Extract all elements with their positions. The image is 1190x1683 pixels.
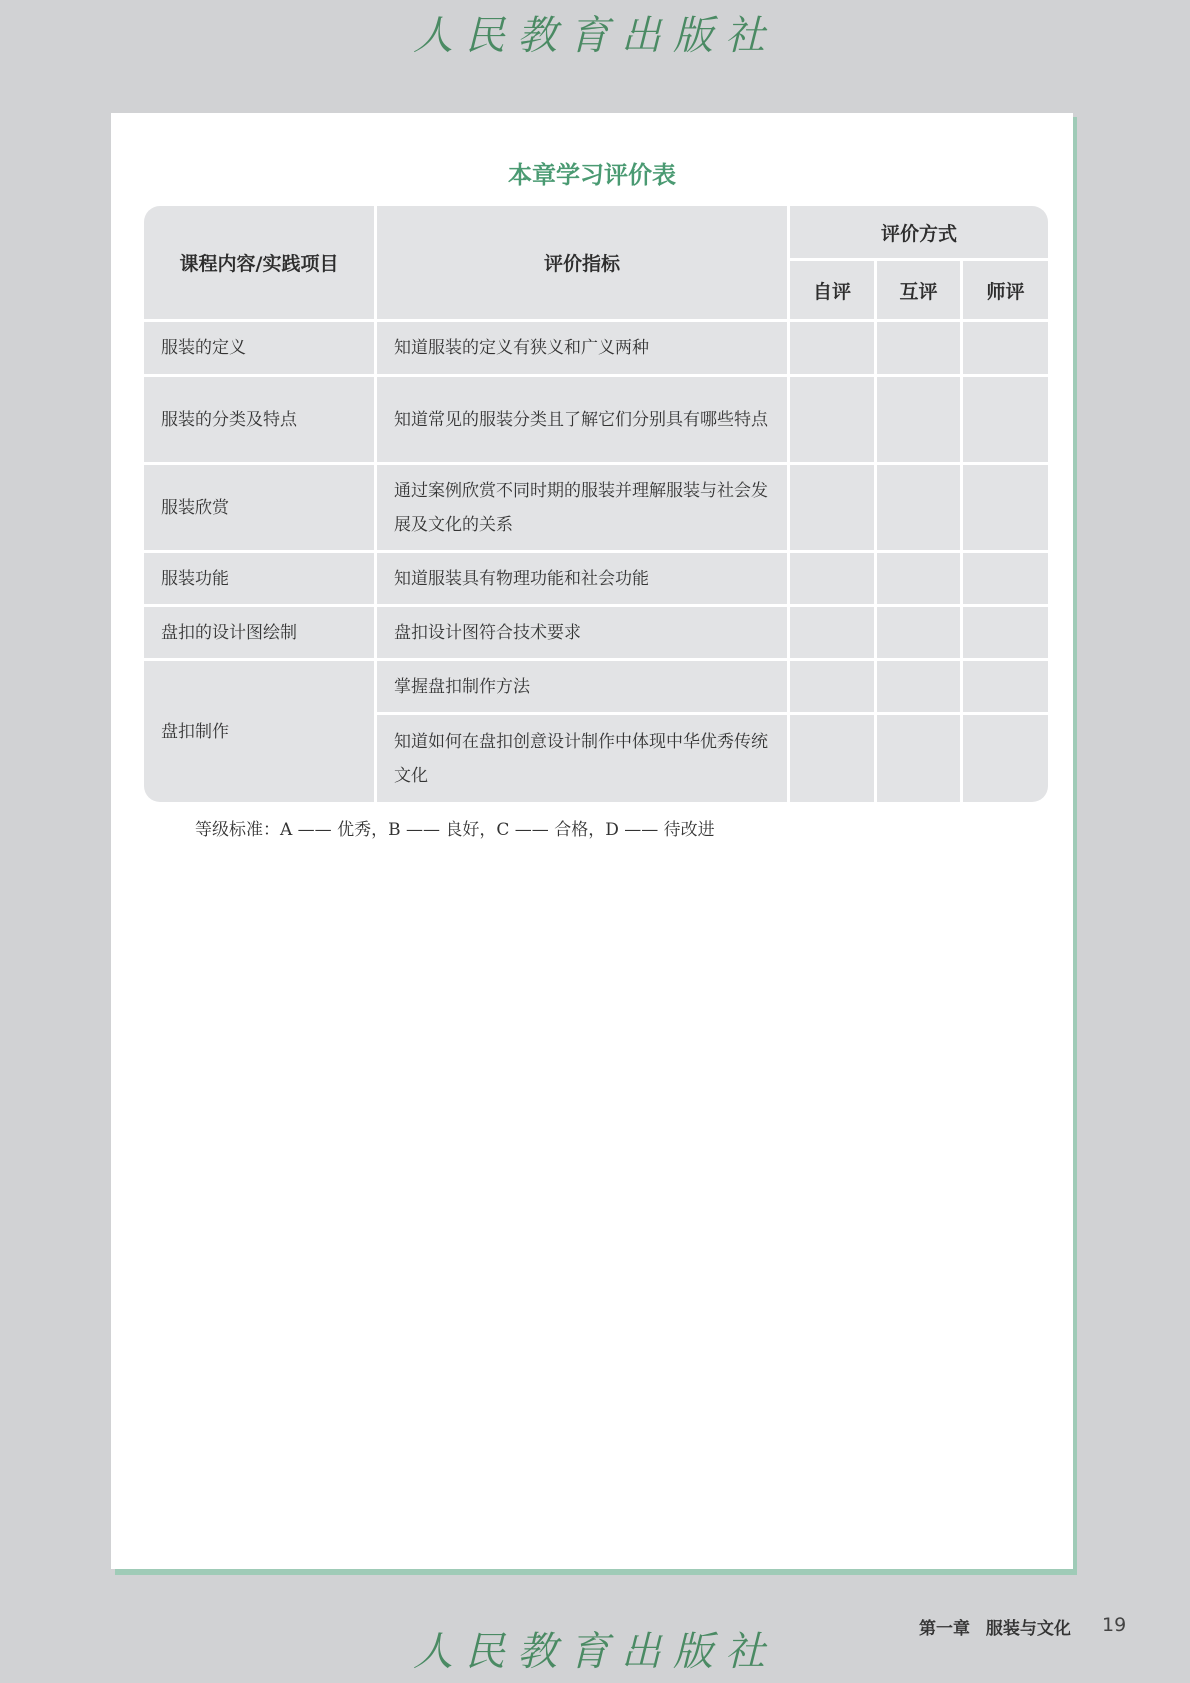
peer-grade-cell[interactable]	[877, 322, 963, 377]
document-page	[111, 113, 1073, 1569]
table-row	[144, 661, 1048, 715]
self-grade-cell[interactable]	[790, 377, 877, 465]
indicator-cell: 盘扣设计图符合技术要求	[377, 607, 790, 661]
teacher-grade-cell[interactable]	[963, 661, 1048, 715]
indicator-cell: 通过案例欣赏不同时期的服装并理解服装与社会发展及文化的关系	[377, 465, 790, 553]
indicator-cell: 知道如何在盘扣创意设计制作中体现中华优秀传统文化	[377, 715, 790, 802]
content-cell: 服装的分类及特点	[144, 377, 377, 465]
header-method: 评价方式	[790, 206, 1048, 261]
table-row	[144, 322, 1048, 377]
table-row	[144, 377, 1048, 465]
peer-grade-cell[interactable]	[877, 553, 963, 607]
header-peer: 互评	[877, 261, 963, 322]
content-cell: 盘扣的设计图绘制	[144, 607, 377, 661]
grade-standard-note: 等级标准：A —— 优秀，B —— 良好，C —— 合格，D —— 待改进	[195, 820, 715, 840]
header-indicator: 评价指标	[377, 206, 790, 322]
teacher-grade-cell[interactable]	[963, 465, 1048, 553]
table-row	[144, 465, 1048, 553]
peer-grade-cell[interactable]	[877, 661, 963, 715]
teacher-grade-cell[interactable]	[963, 715, 1048, 802]
self-grade-cell[interactable]	[790, 661, 877, 715]
table-title: 本章学习评价表	[508, 161, 676, 189]
content-cell: 盘扣制作	[144, 661, 377, 802]
self-grade-cell[interactable]	[790, 715, 877, 802]
header-teacher: 师评	[963, 261, 1048, 322]
self-grade-cell[interactable]	[790, 465, 877, 553]
self-grade-cell[interactable]	[790, 322, 877, 377]
peer-grade-cell[interactable]	[877, 465, 963, 553]
self-grade-cell[interactable]	[790, 607, 877, 661]
indicator-cell: 知道服装具有物理功能和社会功能	[377, 553, 790, 607]
content-cell: 服装欣赏	[144, 465, 377, 553]
evaluation-table	[144, 206, 1048, 802]
indicator-cell: 掌握盘扣制作方法	[377, 661, 790, 715]
table-row	[144, 553, 1048, 607]
peer-grade-cell[interactable]	[877, 607, 963, 661]
header-self: 自评	[790, 261, 877, 322]
header-content: 课程内容/实践项目	[144, 206, 377, 322]
teacher-grade-cell[interactable]	[963, 553, 1048, 607]
content-cell: 服装的定义	[144, 322, 377, 377]
teacher-grade-cell[interactable]	[963, 377, 1048, 465]
peer-grade-cell[interactable]	[877, 715, 963, 802]
teacher-grade-cell[interactable]	[963, 607, 1048, 661]
footer-chapter-title: 第一章 服装与文化	[919, 1619, 1071, 1639]
publisher-logo-top: 人民教育出版社	[413, 13, 777, 59]
content-cell: 服装功能	[144, 553, 377, 607]
peer-grade-cell[interactable]	[877, 377, 963, 465]
teacher-grade-cell[interactable]	[963, 322, 1048, 377]
publisher-logo-bottom: 人民教育出版社	[413, 1629, 777, 1675]
indicator-cell: 知道服装的定义有狭义和广义两种	[377, 322, 790, 377]
self-grade-cell[interactable]	[790, 553, 877, 607]
table-row	[144, 607, 1048, 661]
indicator-cell: 知道常见的服装分类且了解它们分别具有哪些特点	[377, 377, 790, 465]
footer-page-number: 19	[1102, 1614, 1127, 1636]
